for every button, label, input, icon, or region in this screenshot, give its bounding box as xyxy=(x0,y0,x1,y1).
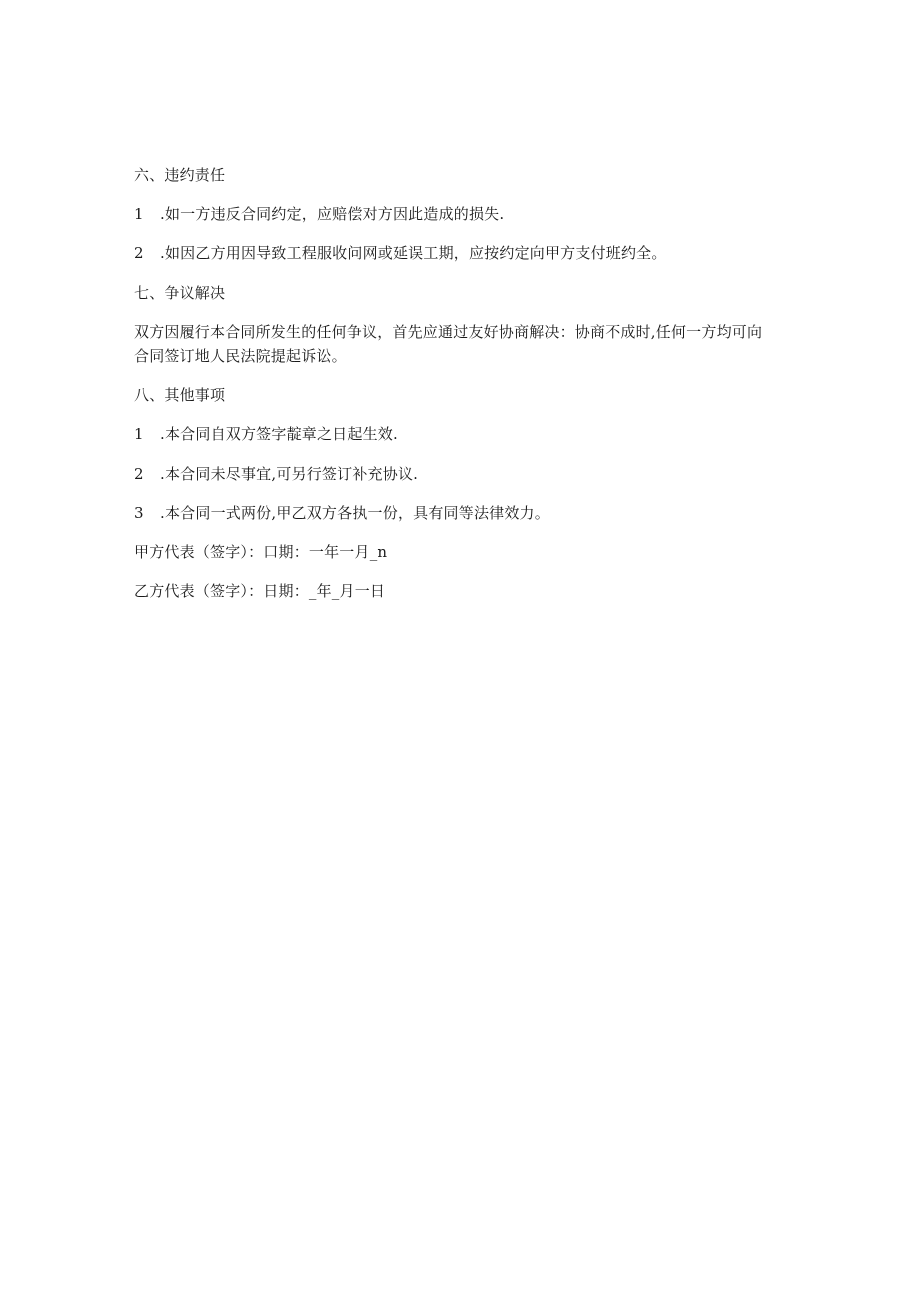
clause-6-2 xyxy=(134,243,667,263)
clause-text: .本合同未尽事宜,可另行签订补充协议. xyxy=(160,465,419,483)
clause-text: .如一方违反合同约定，应赔偿对方因此造成的损失. xyxy=(160,205,505,223)
clause-8-2 xyxy=(134,464,418,484)
clause-6-1 xyxy=(134,204,504,224)
clause-text: .本合同一式两份,甲乙双方各执一份，具有同等法律效力。 xyxy=(160,504,550,522)
clause-number: 1 xyxy=(134,205,144,223)
clause-number: 3 xyxy=(134,504,144,522)
clause-text: .本合同自双方签字靛章之日起生效. xyxy=(160,425,398,443)
section-heading-dispute-resolution: 七、争议解决 xyxy=(134,284,226,302)
section-heading-breach-liability: 六、违约责任 xyxy=(134,166,226,184)
dispute-paragraph-line-2: 合同签订地人民法院提起诉讼。 xyxy=(134,347,347,365)
signature-party-a: 甲方代表（签字）：口期：一年一月_n xyxy=(134,543,388,561)
clause-8-3 xyxy=(134,503,550,523)
clause-text: .如因乙方用因导致工程服收问网或延误工期，应按约定向甲方支付班约全。 xyxy=(160,244,667,262)
clause-number: 2 xyxy=(134,465,144,483)
signature-party-b: 乙方代表（签字）：日期：_年_月一日 xyxy=(134,582,386,600)
dispute-paragraph-line-1: 双方因履行本合同所发生的任何争议，首先应通过友好协商解决：协商不成时,任何一方均可向 xyxy=(134,323,763,341)
section-heading-other-matters: 八、其他事项 xyxy=(134,386,226,404)
clause-number: 1 xyxy=(134,425,144,443)
clause-8-1 xyxy=(134,424,398,444)
clause-number: 2 xyxy=(134,244,144,262)
